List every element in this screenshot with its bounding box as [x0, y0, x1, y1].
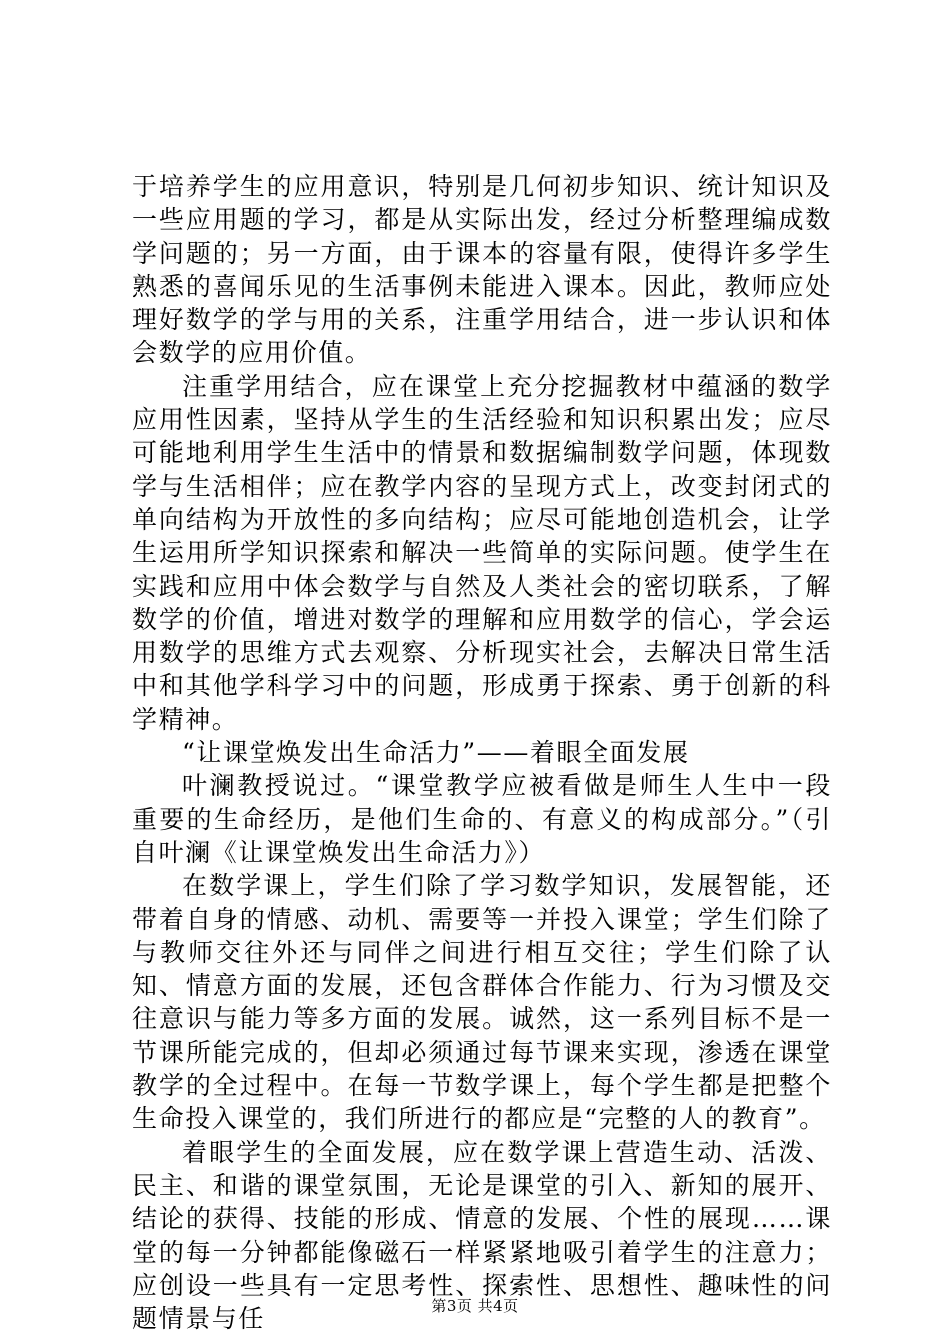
paragraph-3: 在数学课上，学生们除了学习数学知识，发展智能，还带着自身的情感、动机、需要等一并投入课堂；学生们除了与教师交往外还与同伴之间进行相互交往；学生们除了认知、情意方面的发展，还包含群体合作能力、行为习惯及交往意识与能力等多方面的发展。诚然，这一系列目标不是一节课所能完成的，但却必须通过每节课来实现，渗透在课堂教学的全过程中。在每一节数学课上，每个学生都是把整个生命投入课堂的，我们所进行的都应是“完整的人的教育”。 [132, 871, 832, 1134]
page-footer: 第3页 共4页 [431, 1297, 519, 1315]
body-text [132, 170, 832, 1335]
paragraph-quote: 叶澜教授说过。“课堂教学应被看做是师生人生中一段重要的生命经历，是他们生命的、有意义的构成部分。”（引自叶澜《让课堂焕发出生命活力》） [132, 771, 832, 867]
paragraph-4: 着眼学生的全面发展，应在数学课上营造生动、活泼、民主、和谐的课堂氛围，无论是课堂的引入、新知的展开、结论的获得、技能的形成、情意的发展、个性的展现……课堂的每一分钟都能像磁石一样紧紧地吸引着学生的注意力；应创设一些具有一定思考性、探索性、思想性、趣味性的问题情景与任 [132, 1137, 832, 1334]
section-heading: “让课堂焕发出生命活力”——着眼全面发展 [182, 738, 690, 768]
paragraph-2: 注重学用结合，应在课堂上充分挖掘教材中蕴涵的数学应用性因素，坚持从学生的生活经验和知识积累出发；应尽可能地利用学生生活中的情景和数据编制数学问题，体现数学与生活相伴；应在教学内容的呈现方式上，改变封闭式的单向结构为开放性的多向结构；应尽可能地创造机会，让学生运用所学知识探索和解决一些简单的实际问题。使学生在实践和应用中体会数学与自然及人类社会的密切联系，了解数学的价值，增进对数学的理解和应用数学的信心，学会运用数学的思维方式去观察、分析现实社会，去解决日常生活中和其他学科学习中的问题，形成勇于探索、勇于创新的科学精神。 [132, 371, 832, 734]
paragraph-1: 于培养学生的应用意识，特别是几何初步知识、统计知识及一些应用题的学习，都是从实际出发，经过分析整理编成数学问题的；另一方面，由于课本的容量有限，使得许多学生熟悉的喜闻乐见的生活事例未能进入课本。因此，教师应处理好数学的学与用的关系，注重学用结合，进一步认识和体会数学的应用价值。 [132, 172, 832, 368]
